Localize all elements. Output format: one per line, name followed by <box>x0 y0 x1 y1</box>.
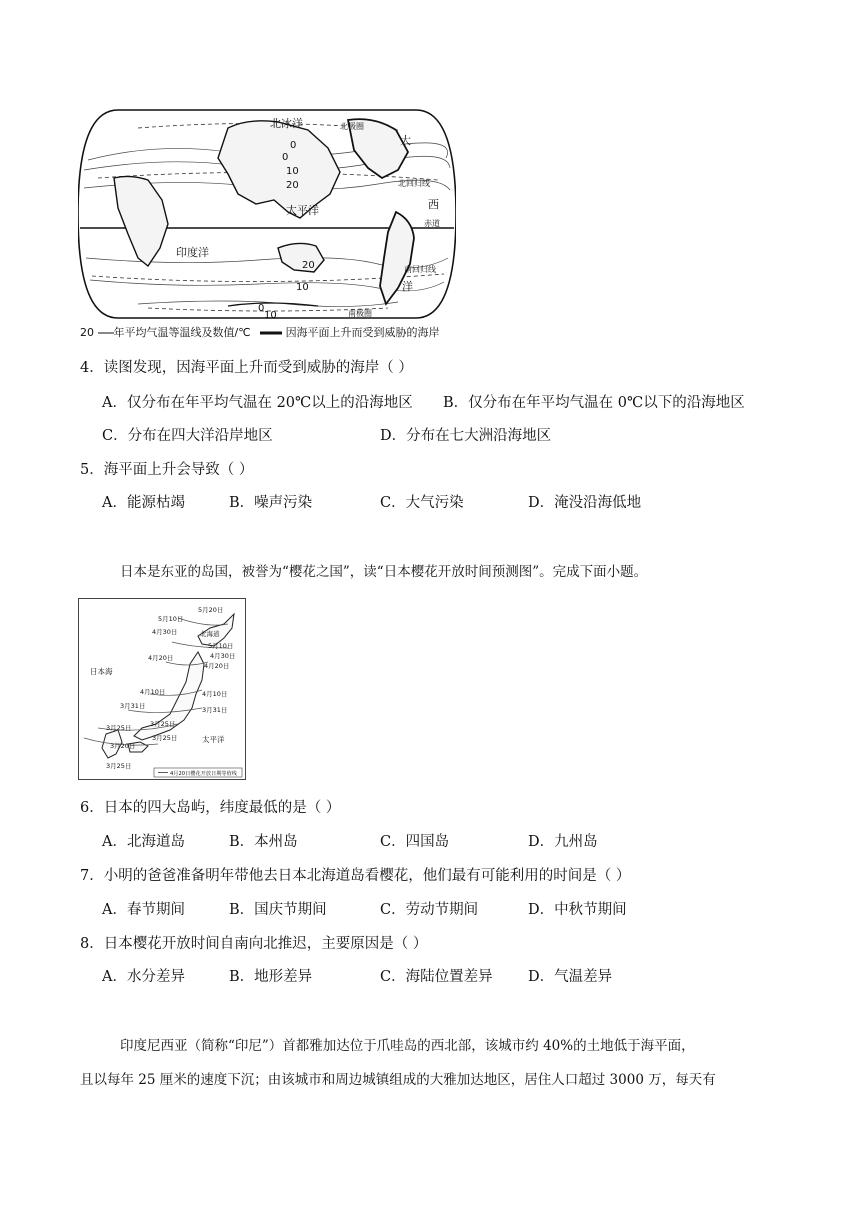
q4-option-b: B．仅分布在年平均气温在 0℃以下的沿海地区 <box>443 395 745 411</box>
jp-label-may10b: 5月10日 <box>208 642 234 650</box>
jp-label-apr20b: 4月20日 <box>204 662 230 670</box>
jp-label-mar25d: 3月25日 <box>106 762 132 770</box>
q7-option-b: B．国庆节期间 <box>229 902 327 918</box>
japan-map-figure <box>78 598 246 780</box>
jp-label-pacific: 太平洋 <box>202 735 225 744</box>
q4-option-c: C．分布在四大洋沿岸地区 <box>102 428 273 444</box>
q8-stem: 8．日本樱花开放时间自南向北推迟，主要原因是（ ） <box>80 936 428 952</box>
q6-option-c: C．四国岛 <box>380 834 450 850</box>
jp-label-apr30b: 4月30日 <box>210 652 236 660</box>
jp-label-may20: 5月20日 <box>198 606 224 614</box>
jp-label-mar25a: 3月25日 <box>150 720 176 728</box>
q7-option-a: A．春节期间 <box>102 902 185 918</box>
label-tropic-s: 南回归线 <box>404 265 436 274</box>
japan-map <box>78 598 246 780</box>
q7-option-d: D．中秋节期间 <box>528 902 627 918</box>
jp-label-hokkaido: 北海道 <box>200 630 220 638</box>
label-iso-0b: 0 <box>282 152 289 163</box>
jp-label-mar25c: 3月25日 <box>152 734 178 742</box>
label-tropic-n: 北回归线 <box>398 179 430 188</box>
label-iso-10a: 10 <box>286 166 299 177</box>
label-pacific: 太平洋 <box>286 204 319 217</box>
legend-isotherm-value: 20 <box>80 326 94 339</box>
label-antarctic-circle: 南极圈 <box>348 309 372 318</box>
indonesia-intro-line1: 印度尼西亚（简称“印尼”）首都雅加达位于爪哇岛的西北部，该城市约 40%的土地低于海平面， <box>120 1038 695 1054</box>
q7-stem: 7．小明的爸爸准备明年带他去日本北海道岛看樱花，他们最有可能利用的时间是（ ） <box>80 868 631 884</box>
label-xi: 西 <box>428 198 439 211</box>
jp-legend: 4月20日樱花开放日期等值线 <box>170 771 237 777</box>
q4-option-d: D．分布在七大洲沿海地区 <box>380 428 552 444</box>
q6-stem: 6．日本的四大岛屿，纬度最低的是（ ） <box>80 800 341 816</box>
jp-label-apr10b: 4月10日 <box>202 690 228 698</box>
legend-coast-text: 因海平面上升而受到威胁的海岸 <box>285 326 440 339</box>
label-iso-0c: 0 <box>258 303 265 314</box>
jp-label-mar31b: 3月31日 <box>202 706 228 714</box>
world-map-legend <box>80 324 440 340</box>
label-iso-0a: 0 <box>290 140 297 151</box>
jp-label-mar20: 3月20日 <box>110 742 136 750</box>
label-iso-10b: 10 <box>296 282 309 293</box>
jp-label-apr30a: 4月30日 <box>152 628 178 636</box>
q6-option-b: B．本州岛 <box>229 834 298 850</box>
q5-option-a: A．能源枯竭 <box>102 495 185 511</box>
q8-option-c: C．海陆位置差异 <box>380 969 493 985</box>
q5-option-b: B．噪声污染 <box>229 495 313 511</box>
q8-option-d: D．气温差异 <box>528 969 613 985</box>
q6-option-a: A．北海道岛 <box>102 834 185 850</box>
label-arctic: 北冰洋 <box>270 117 303 130</box>
q8-option-a: A．水分差异 <box>102 969 185 985</box>
legend-isotherm-text: 年平均气温等温线及数值/℃ <box>113 326 251 339</box>
jp-label-may10a: 5月10日 <box>158 615 184 623</box>
japan-intro: 日本是东亚的岛国，被誉为“樱花之国”，读“日本樱花开放时间预测图”。完成下面小题。 <box>120 564 648 580</box>
label-indian: 印度洋 <box>176 246 209 259</box>
threatened-coast-icon <box>260 329 282 337</box>
q5-stem: 5．海平面上升会导致（ ） <box>80 462 254 478</box>
q5-option-c: C．大气污染 <box>380 495 464 511</box>
q6-option-d: D．九州岛 <box>528 834 598 850</box>
q5-option-d: D．淹没沿海低地 <box>528 495 642 511</box>
q4-stem: 4．读图发现，因海平面上升而受到威胁的海岸（ ） <box>80 360 413 376</box>
world-map <box>78 108 456 320</box>
jp-label-sea-of-japan: 日本海 <box>90 667 113 676</box>
label-arctic-circle: 北极圈 <box>340 122 364 131</box>
q7-option-c: C．劳动节期间 <box>380 902 479 918</box>
jp-label-mar31a: 3月31日 <box>120 702 146 710</box>
label-da: 大 <box>400 134 411 147</box>
q8-option-b: B．地形差异 <box>229 969 313 985</box>
q4-option-a: A．仅分布在年平均气温在 20℃以上的沿海地区 <box>102 395 413 411</box>
isotherm-line-icon <box>98 329 114 337</box>
label-iso-20b: 20 <box>302 260 315 271</box>
jp-label-apr10a: 4月10日 <box>140 688 166 696</box>
label-yang: 洋 <box>402 280 413 293</box>
jp-label-mar25b: 3月25日 <box>106 724 132 732</box>
jp-label-apr20a: 4月20日 <box>148 654 174 662</box>
label-equator: 赤道 <box>424 219 440 228</box>
indonesia-intro-line2: 且以每年 25 厘米的速度下沉；由该城市和周边城镇组成的大雅加达地区，居住人口超过 3000 万，每天有 <box>80 1072 716 1088</box>
label-iso-10c: 10 <box>264 310 277 320</box>
label-iso-20a: 20 <box>286 180 299 191</box>
world-map-figure <box>78 108 456 320</box>
